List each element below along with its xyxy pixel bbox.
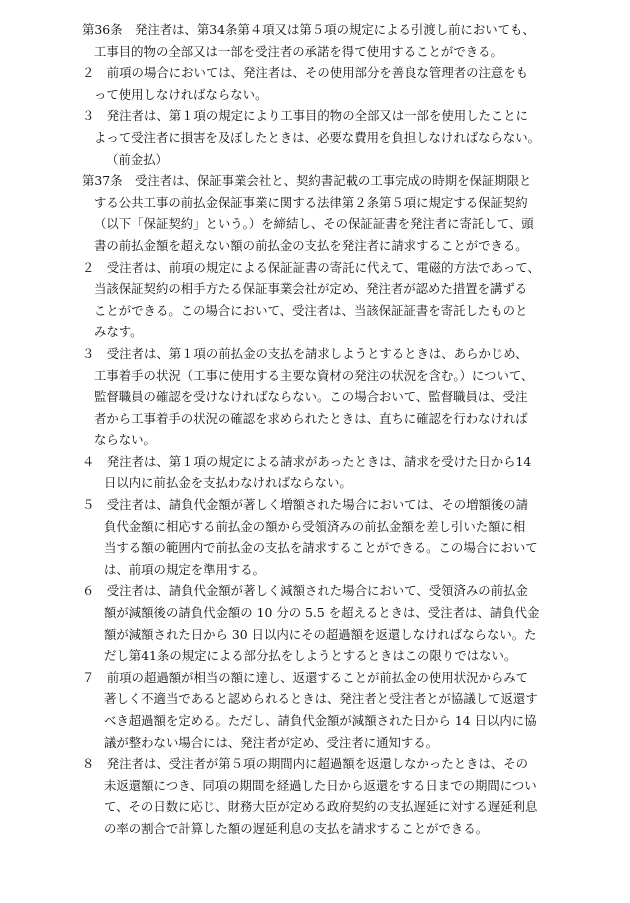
article-36	[82, 19, 582, 62]
paragraph-line: ８ 発注者は、受注者が第５項の期間内に超過額を返還しなかったときは、その	[82, 756, 529, 772]
paragraph-line: 監督職員の確認を受けなければならない。この場合おいて、監督職員は、受注	[94, 389, 528, 405]
article-37-paragraph-5	[82, 494, 582, 580]
paragraph-line: ２ 受注者は、前項の規定による保証証書の寄託に代えて、電磁的方法であって、	[82, 259, 540, 275]
paragraph-line: ５ 受注者は、請負代金額が著しく増額された場合においては、その増額後の請	[82, 497, 529, 513]
paragraph-line: ４ 発注者は、第１項の規定による請求があったときは、請求を受けた日から14	[82, 453, 532, 469]
article-37-line-1: 第37条 受注者は、保証事業会社と、契約書記載の工事完成の時期を保証期限と	[82, 173, 532, 189]
paragraph-line: ならない。	[94, 432, 156, 448]
paragraph-line: 負代金額に相応する前払金の額から受領済みの前払金額を差し引いた額に相	[104, 518, 526, 534]
paragraph-line: よって受注者に損害を及ぼしたときは、必要な費用を負担しなければならない。	[94, 129, 541, 145]
paragraph-line: 当該保証契約の相手方たる保証事業会社が定め、発注者が認めた措置を講ずる	[94, 281, 528, 297]
article-37-heading: （前金払）	[106, 151, 168, 167]
paragraph-line: 日以内に前払金を支払わなければならない。	[104, 475, 352, 491]
article-36-paragraph-3	[82, 105, 582, 148]
paragraph-line: 著しく不適当であると認められるときは、発注者と受注者とが協議して返還す	[104, 691, 538, 707]
paragraph-line: って使用しなければならない。	[94, 86, 268, 102]
paragraph-line: （以下「保証契約」という。）を締結し、その保証証書を発注者に寄託して、頭	[94, 216, 534, 232]
article-37-paragraph-6	[82, 580, 582, 666]
document-page	[82, 19, 582, 840]
paragraph-line: 議が整わない場合には、発注者が定め、受注者に通知する。	[104, 734, 439, 750]
paragraph-line: 額が減額された日から 30 日以内にその超過額を返還しなければならない。た	[104, 626, 537, 642]
paragraph-line: 者から工事着手の状況の確認を求められたときは、直ちに確認を行わなければ	[94, 410, 528, 426]
paragraph-line: ３ 発注者は、第１項の規定により工事目的物の全部又は一部を使用したことに	[82, 108, 529, 124]
article-37	[82, 170, 582, 256]
paragraph-line: は、前項の規定を準用する。	[104, 561, 266, 577]
paragraph-line: の率の割合で計算した額の遅延利息の支払を請求することができる。	[104, 820, 489, 836]
paragraph-line: 額が減額後の請負代金額の 10 分の 5.5 を超えるときは、受注者は、請負代金	[104, 605, 540, 621]
paragraph-line: べき超過額を定める。ただし、請負代金額が減額された日から 14 日以内に協	[104, 713, 537, 728]
paragraph-line: ２ 前項の場合においては、発注者は、その使用部分を善良な管理者の注意をも	[82, 65, 529, 81]
article-36-paragraph-2	[82, 62, 582, 105]
paragraph-line: ６ 受注者は、請負代金額が著しく減額された場合において、受領済みの前払金	[82, 583, 528, 599]
paragraph-line: 工事着手の状況（工事に使用する主要な資材の発注の状況を含む。）について、	[94, 367, 534, 383]
paragraph-line: ７ 前項の超過額が相当の額に達し、返還することが前払金の使用状況からみて	[82, 669, 529, 685]
article-37-paragraph-4	[82, 451, 582, 494]
article-37-paragraph-3	[82, 343, 582, 451]
article-36-line-2: 工事目的物の全部又は一部を受注者の承諾を得て使用することができる。	[94, 43, 503, 59]
article-37-paragraph-8	[82, 753, 582, 839]
article-37-paragraph-2	[82, 257, 582, 343]
paragraph-line: 書の前払金額を超えない額の前払金の支払を発注者に請求することができる。	[94, 237, 528, 253]
paragraph-line: だし第41条の規定による部分払をしようとするときはこの限りではない。	[104, 648, 517, 664]
article-36-line-1: 第36条 発注者は、第34条第４項又は第５項の規定による引渡し前においても、	[82, 22, 535, 37]
paragraph-line: する公共工事の前払金保証事業に関する法律第２条第５項に規定する保証契約	[94, 194, 528, 210]
paragraph-line: 未返還額につき、同項の期間を経過した日から返還をする日までの期間につい	[104, 777, 537, 793]
paragraph-line: みなす。	[94, 324, 143, 340]
article-37-paragraph-7	[82, 667, 582, 753]
paragraph-line: ３ 受注者は、第１項の前払金の支払を請求しようとするときは、あらかじめ、	[82, 345, 528, 361]
paragraph-line: 当する額の範囲内で前払金の支払を請求することができる。この場合において	[104, 540, 538, 556]
paragraph-line: て、その日数に応じ、財務大臣が定める政府契約の支払遅延に対する遅延利息	[104, 799, 538, 815]
paragraph-line: ことができる。この場合において、受注者は、当該保証証書を寄託したものと	[94, 302, 528, 318]
